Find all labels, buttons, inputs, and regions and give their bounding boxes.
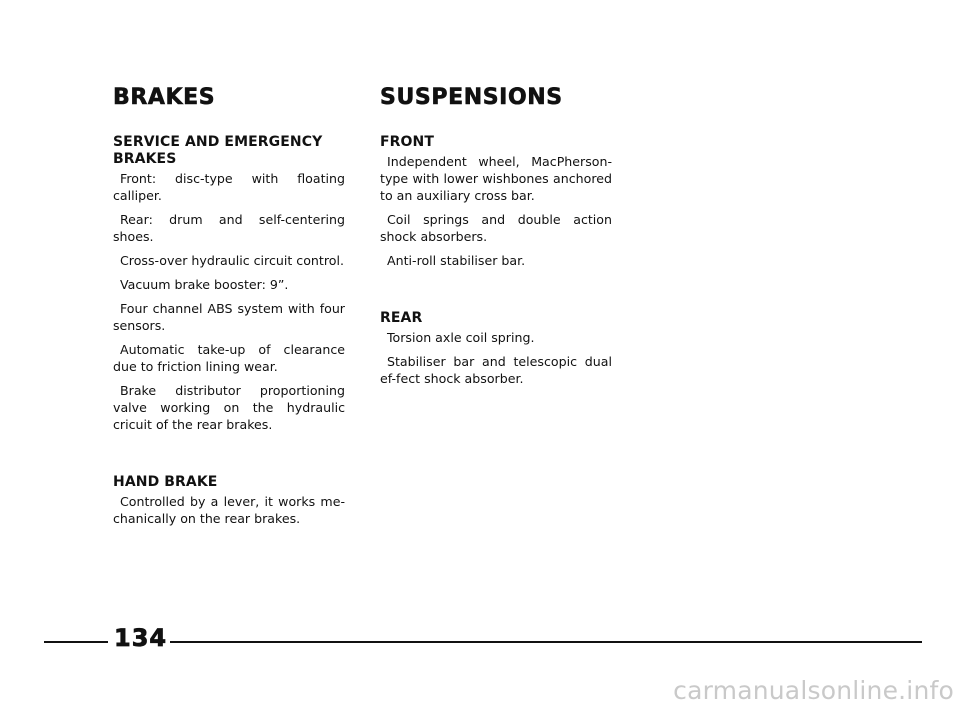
watermark-text: carmanualsonline.info bbox=[673, 676, 954, 705]
suspensions-title: SUSPENSIONS bbox=[380, 85, 563, 110]
section-spacer bbox=[113, 440, 345, 474]
footer-rule-right bbox=[170, 641, 922, 643]
service-brakes-para-2: Rear: drum and self-centering shoes. bbox=[113, 212, 345, 244]
rear-suspension-para-2: Stabiliser bar and telescopic dual ef-fect shock absorber. bbox=[380, 354, 612, 386]
service-brakes-para-4: Vacuum brake booster: 9”. bbox=[120, 277, 289, 292]
page-number: 134 bbox=[114, 624, 168, 652]
front-suspension-para-1: Independent wheel, MacPherson-type with lower wishbones anchored to an auxiliary cross bar. bbox=[380, 154, 612, 203]
front-suspension-para-2: Coil springs and double action shock absorbers. bbox=[380, 212, 612, 244]
hand-brake-heading: HAND BRAKE bbox=[113, 474, 218, 490]
service-brakes-para-6: Automatic take-up of clearance due to friction lining wear. bbox=[113, 342, 345, 374]
hand-brake-para-1: Controlled by a lever, it works me-chanically on the rear brakes. bbox=[113, 494, 345, 526]
service-brakes-para-3: Cross-over hydraulic circuit control. bbox=[120, 253, 344, 268]
footer-rule-left bbox=[44, 641, 108, 643]
rear-suspension-heading: REAR bbox=[380, 310, 423, 326]
service-brakes-heading: SERVICE AND EMERGENCY BRAKES bbox=[113, 134, 323, 167]
front-suspension-para-3: Anti-roll stabiliser bar. bbox=[387, 253, 526, 268]
service-brakes-para-1: Front: disc-type with floating calliper. bbox=[113, 171, 345, 203]
suspensions-column bbox=[380, 84, 612, 394]
front-suspension-heading: FRONT bbox=[380, 134, 435, 150]
brakes-column bbox=[113, 84, 345, 534]
service-brakes-para-5: Four channel ABS system with four sensors. bbox=[113, 301, 345, 333]
rear-suspension-para-1: Torsion axle coil spring. bbox=[387, 330, 535, 345]
section-spacer bbox=[380, 276, 612, 310]
service-brakes-para-7: Brake distributor proportioning valve working on the hydraulic cricuit of the rear brakes. bbox=[113, 383, 345, 432]
brakes-title: BRAKES bbox=[113, 85, 216, 110]
